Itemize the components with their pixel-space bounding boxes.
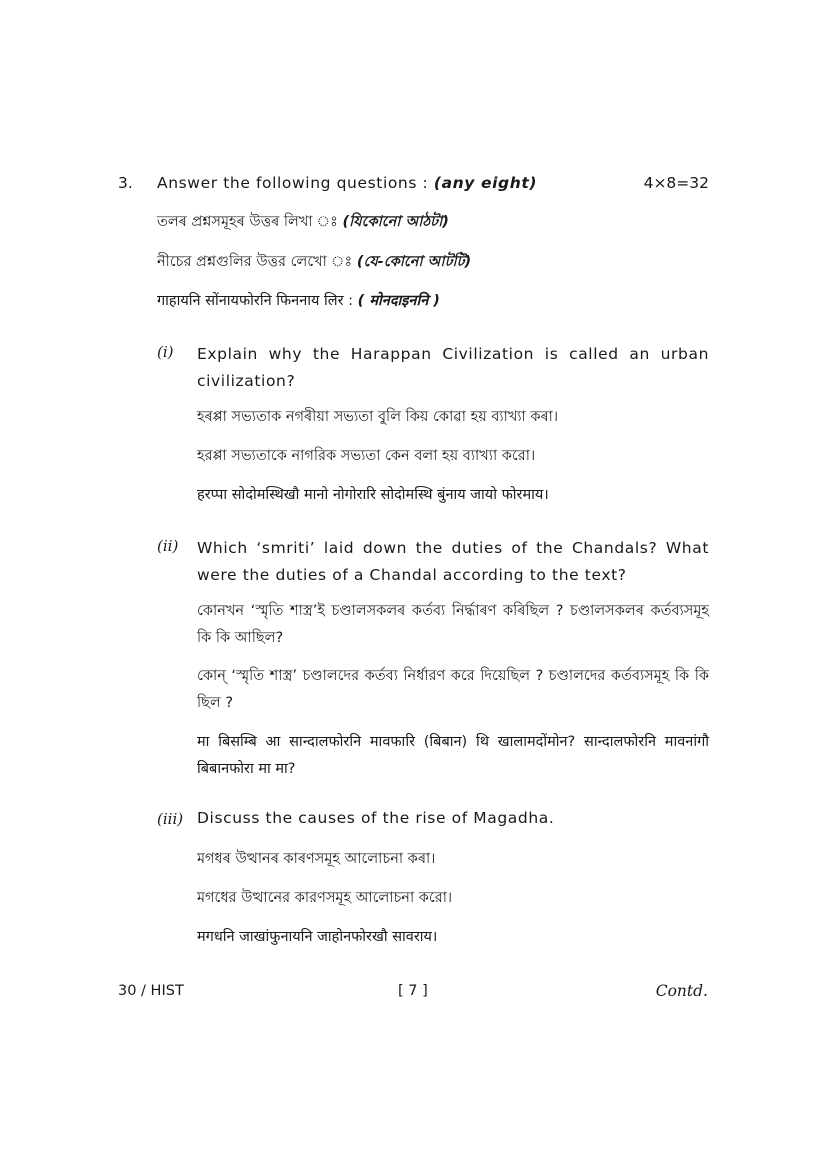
subquestion-label: (iii) xyxy=(157,810,184,828)
footer-contd: Contd. xyxy=(655,982,708,1000)
subquestion-bodo: मगधनि जाखांफुनायनि जाहोनफोरखौ सावराय। xyxy=(197,929,438,945)
footer-page-number: [ 7 ] xyxy=(398,983,428,999)
footer-paper-code: 30 / HIST xyxy=(118,983,184,999)
instruction-bodo-text: गाहायनि सोंनायफोरनि फिननाय लिर : xyxy=(157,293,354,309)
question-instruction-en xyxy=(157,174,537,192)
question-instruction-bn xyxy=(157,251,471,275)
subquestion-bodo: हरप्पा सोदोमस्थिखौ मानो नोगोरारि सोदोमस्थि बुंनाय जायो फोरमाय। xyxy=(197,487,549,503)
subquestion-bn: হরপ্পা সভ্যতাকে নাগরিক সভ্যতা কেন বলা হয় ব্যাখ্যা করো। xyxy=(197,448,536,464)
subquestion-en: Which ‘smriti’ laid down the duties of the Chandals? What were the duties of a Chandal according to the text? xyxy=(197,539,709,584)
subquestion-en: Discuss the causes of the rise of Magadha. xyxy=(197,809,555,827)
subquestion-label: (i) xyxy=(157,343,174,361)
instruction-en-emphasis: (any eight) xyxy=(433,174,538,192)
subquestion-en: Explain why the Harappan Civilization is called an urban civilization? xyxy=(197,345,709,390)
subquestion-bn: মগধের উত্থানের কারণসমূহ আলোচনা করো। xyxy=(197,890,453,906)
subquestion-as: হৰপ্পা সভ্যতাক নগৰীয়া সভ্যতা বুলি কিয় কোৱা হয় ব্যাখ্যা কৰা। xyxy=(197,409,559,425)
subquestion-bodo: मा बिसम्बि आ सान्दालफोरनि मावफारि (बिबान) थि खालामदोंमोन? सान्दालफोरनि मावनांगौ बिबानफोरा मा मा? xyxy=(197,734,709,777)
question-marks: 4×8=32 xyxy=(643,174,709,192)
instruction-bodo-emphasis: ( मोनदाइननि ) xyxy=(357,293,440,309)
subquestion-label: (ii) xyxy=(157,537,179,555)
instruction-en-text: Answer the following questions : xyxy=(157,174,429,192)
subquestion-as: মগধৰ উত্থানৰ কাৰণসমূহ আলোচনা কৰা। xyxy=(197,851,436,867)
question-instruction-bodo xyxy=(157,290,440,310)
instruction-as-emphasis: (যিকোনো আঠটা) xyxy=(342,214,449,230)
instruction-as-text: তলৰ প্ৰশ্নসমূহৰ উত্তৰ লিখা ঃ xyxy=(157,214,338,230)
subquestion-as: কোনখন ‘স্মৃতি শাস্ত্ৰ’ই চণ্ডালসকলৰ কৰ্তব্য নিৰ্দ্ধাৰণ কৰিছিল ? চণ্ডালসকলৰ কৰ্তব্যসমূহ কি কি আছিল? xyxy=(197,603,709,646)
question-number: 3. xyxy=(118,174,133,192)
subquestion-bn: কোন্ ‘স্মৃতি শাস্ত্র’ চণ্ডালদের কর্তব্য নির্ধারণ করে দিয়েছিল ? চণ্ডালদের কর্তব্যসমূহ কি কি ছিল ? xyxy=(197,668,709,711)
question-instruction-as xyxy=(157,211,449,235)
instruction-bn-emphasis: (যে-কোনো আটটি) xyxy=(356,254,472,270)
instruction-bn-text: নীচের প্রশ্নগুলির উত্তর লেখো ঃ xyxy=(157,254,353,270)
